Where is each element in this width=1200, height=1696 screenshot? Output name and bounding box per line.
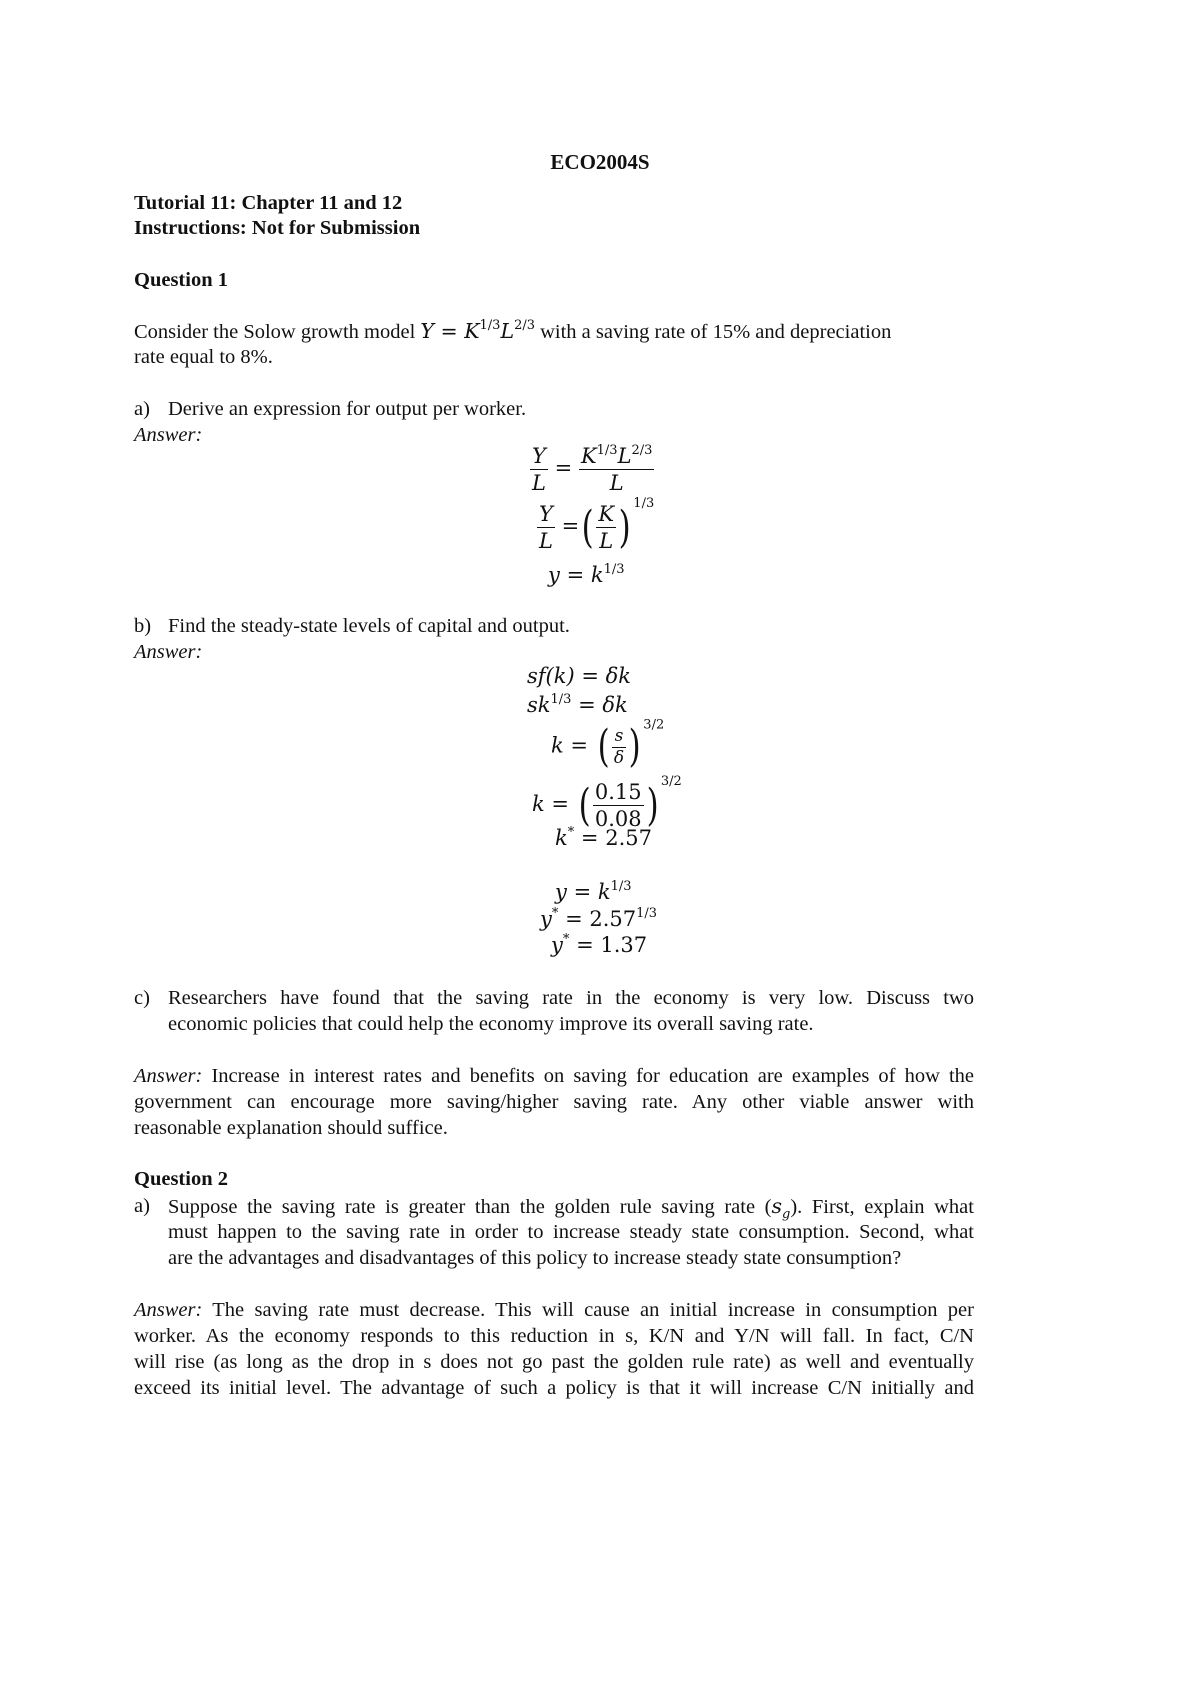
q1-b-eq1-equals: =: [581, 664, 606, 688]
q2-a-line2: must happen to the saving rate in order to increase steady state consumption. Second, what: [168, 1221, 974, 1243]
q1-a-eq3-lhs: y: [548, 563, 560, 587]
q1-a-eq1-right-num: [579, 444, 655, 470]
question-1-heading: Question 1: [134, 269, 228, 291]
q1-c-label: c): [134, 987, 150, 1009]
q1-b-eq4: [532, 774, 682, 831]
q1-a-text: Derive an expression for output per worker.: [168, 398, 527, 420]
q2-a-line1-post: ). First, explain what: [790, 1196, 974, 1218]
q1-a-eq1-left-den: L: [532, 471, 546, 495]
q1-b-eq5-equals: =: [580, 826, 606, 850]
q1-intro-line1: [134, 318, 891, 345]
q1-a-eq1-right-den: L: [609, 471, 624, 495]
q1-b-answer-label: Answer:: [134, 641, 203, 663]
q1-intro-k-exp: 1/3: [479, 318, 501, 333]
q1-b-eq4-lparen: (: [578, 779, 591, 831]
instructions: Instructions: Not for Submission: [134, 217, 421, 239]
q1-b-eq3-frac: [612, 727, 626, 768]
q2-answer-label: Answer:: [134, 1299, 203, 1321]
q1-a-eq2-rparen: ): [618, 501, 631, 553]
q1-intro-line2: rate equal to 8%.: [134, 346, 273, 368]
q1-b-text: Find the steady-state levels of capital and output.: [168, 615, 570, 637]
q1-a-eq1-equals: =: [554, 456, 573, 480]
q1-b-label: b): [134, 615, 152, 637]
q1-b-eq4-num: 0.15: [594, 780, 642, 804]
q1-b-eq3: [551, 717, 665, 772]
q1-a-eq1-right-frac: [579, 444, 655, 495]
q2-a-line1-pre: Suppose the saving rate is greater than the golden rule saving rate (: [168, 1196, 772, 1218]
q1-b-eq3-den: δ: [613, 747, 625, 768]
q1-b-eq7-star: *: [551, 906, 559, 921]
q1-a-eq3: [548, 563, 625, 587]
q1-a-eq2-right-frac: [596, 502, 616, 553]
q1-a-eq2-exp: 1/3: [633, 496, 655, 511]
q1-a-eq1-left-frac: [530, 444, 548, 495]
q1-b-eq3-exp: 3/2: [643, 717, 665, 733]
q1-b-eq7-lhs: y: [540, 907, 552, 931]
q1-a-eq1-right-k: K: [580, 444, 597, 468]
q1-c-answer-label: Answer:: [134, 1065, 203, 1087]
q1-a-eq1-right-k-exp: 1/3: [596, 443, 618, 458]
q1-b-eq7-exp: 1/3: [636, 906, 658, 921]
q1-c-answer-line2: government can encourage more saving/higher saving rate. Any other viable answer with: [134, 1091, 974, 1113]
q1-b-eq7-rhs: 2.57: [589, 907, 637, 931]
q1-b-eq6-exp: 1/3: [610, 879, 632, 894]
course-code: ECO2004S: [550, 150, 650, 174]
q1-b-eq8-lhs: y: [551, 933, 563, 957]
q1-a-eq2-left-den: L: [539, 529, 553, 553]
q1-a-eq2-right-den: L: [599, 529, 614, 553]
q2-a-line1-g: g: [782, 1207, 791, 1223]
q2-answer-line1: [134, 1297, 974, 1323]
q2-a-line1-s: s: [771, 1194, 783, 1218]
q1-b-eq8-equals: =: [576, 933, 601, 957]
q1-b-eq3-num: s: [612, 727, 626, 748]
q1-a-eq2-left-num: Y: [537, 502, 555, 528]
q1-a-eq2-equals: =: [561, 514, 580, 538]
q2-answer-line3: will rise (as long as the drop in s does not go past the golden rule rate) as well and eventually: [134, 1351, 974, 1373]
q1-b-eq7-equals: =: [565, 907, 590, 931]
q2-a-label: a): [134, 1195, 150, 1217]
q1-b-eq2-rhs: δk: [602, 693, 628, 717]
q1-b-eq8-star: *: [562, 932, 570, 947]
q1-b-eq4-frac: [593, 780, 644, 831]
q1-b-eq3-rparen: ): [628, 721, 641, 772]
q1-b-eq1-lhs: sf(k): [527, 664, 575, 688]
q1-b-eq1: [527, 664, 631, 688]
q1-b-eq1-rhs: δk: [605, 664, 632, 688]
q1-b-eq2: [527, 693, 628, 717]
q1-intro-y: Y: [420, 319, 434, 343]
q1-b-eq4-exp: 3/2: [660, 774, 682, 789]
q1-a-answer-label: Answer:: [134, 424, 203, 446]
q1-b-eq2-equals: =: [578, 693, 603, 717]
q1-b-eq4-equals: =: [551, 792, 576, 816]
q2-answer-line4: exceed its initial level. The advantage of such a policy is that it will increase C/N initially and: [134, 1377, 974, 1399]
q1-c-answer-line3: reasonable explanation should suffice.: [134, 1117, 448, 1139]
q1-b-eq2-exp: 1/3: [550, 692, 572, 707]
question-2-heading: Question 2: [134, 1168, 228, 1190]
q1-a-eq1: [530, 444, 654, 495]
q1-a-eq3-rhs: k: [590, 563, 604, 587]
q1-intro-l: L: [500, 319, 515, 343]
q1-a-eq1-right-l-exp: 2/3: [631, 443, 653, 458]
q1-a-eq1-right-l: L: [617, 444, 632, 468]
q1-b-eq3-equals: =: [570, 733, 595, 758]
q1-a-eq1-left-num: Y: [530, 444, 548, 470]
q2-answer-line2: worker. As the economy responds to this reduction in s, K/N and Y/N will fall. In fact, C/N: [134, 1325, 974, 1347]
q1-b-eq8: [551, 933, 647, 957]
q1-b-eq4-den: 0.08: [594, 807, 642, 831]
q1-intro-l-exp: 2/3: [514, 318, 535, 333]
tutorial-title: Tutorial 11: Chapter 11 and 12: [134, 192, 403, 214]
q1-b-eq2-lhs: sk: [527, 693, 551, 717]
q1-c-line1: Researchers have found that the saving rate in the economy is very low. Discuss two: [168, 987, 974, 1009]
q1-b-eq7: [540, 907, 657, 931]
q1-intro-k: K: [464, 319, 480, 343]
q1-b-eq4-rparen: ): [646, 779, 659, 831]
q1-b-eq6-lhs: y: [555, 880, 567, 904]
q1-a-eq2-right-num: K: [598, 502, 615, 526]
q1-c-answer-line1: [134, 1063, 974, 1089]
q1-a-eq2-left-frac: [537, 502, 555, 553]
q1-intro-pre: Consider the Solow growth model: [134, 321, 421, 343]
q1-b-eq4-lhs: k: [532, 792, 545, 816]
q1-b-eq6: [555, 880, 632, 904]
q1-c-line2: economic policies that could help the economy improve its overall saving rate.: [168, 1013, 814, 1035]
q1-b-eq5-lhs: k: [555, 826, 568, 850]
q1-b-eq5-star: *: [567, 825, 575, 840]
q1-intro-post: with a saving rate of 15% and depreciation: [534, 321, 892, 343]
q1-b-eq3-lparen: (: [597, 721, 610, 772]
q1-c-answer-text1: Increase in interest rates and benefits on saving for education are examples of how the: [211, 1065, 975, 1087]
q1-b-eq3-lhs: k: [551, 733, 564, 758]
q1-a-eq3-exp: 1/3: [603, 562, 625, 577]
q1-a-eq2: [537, 496, 655, 553]
q2-answer-text1: The saving rate must decrease. This will cause an initial increase in consumption per: [212, 1299, 974, 1321]
q1-b-eq5-rhs: 2.57: [605, 826, 652, 850]
q1-a-label: a): [134, 398, 150, 420]
q1-intro-eq: =: [433, 319, 465, 343]
q1-b-eq6-equals: =: [573, 880, 598, 904]
q1-a-eq2-lparen: (: [581, 501, 594, 553]
q1-b-eq8-rhs: 1.37: [600, 933, 648, 957]
q1-b-eq5: [555, 826, 652, 850]
q1-b-eq6-rhs: k: [597, 880, 611, 904]
q2-a-line3: are the advantages and disadvantages of this policy to increase steady state consumption?: [168, 1247, 902, 1269]
q1-a-eq3-equals: =: [566, 563, 591, 587]
